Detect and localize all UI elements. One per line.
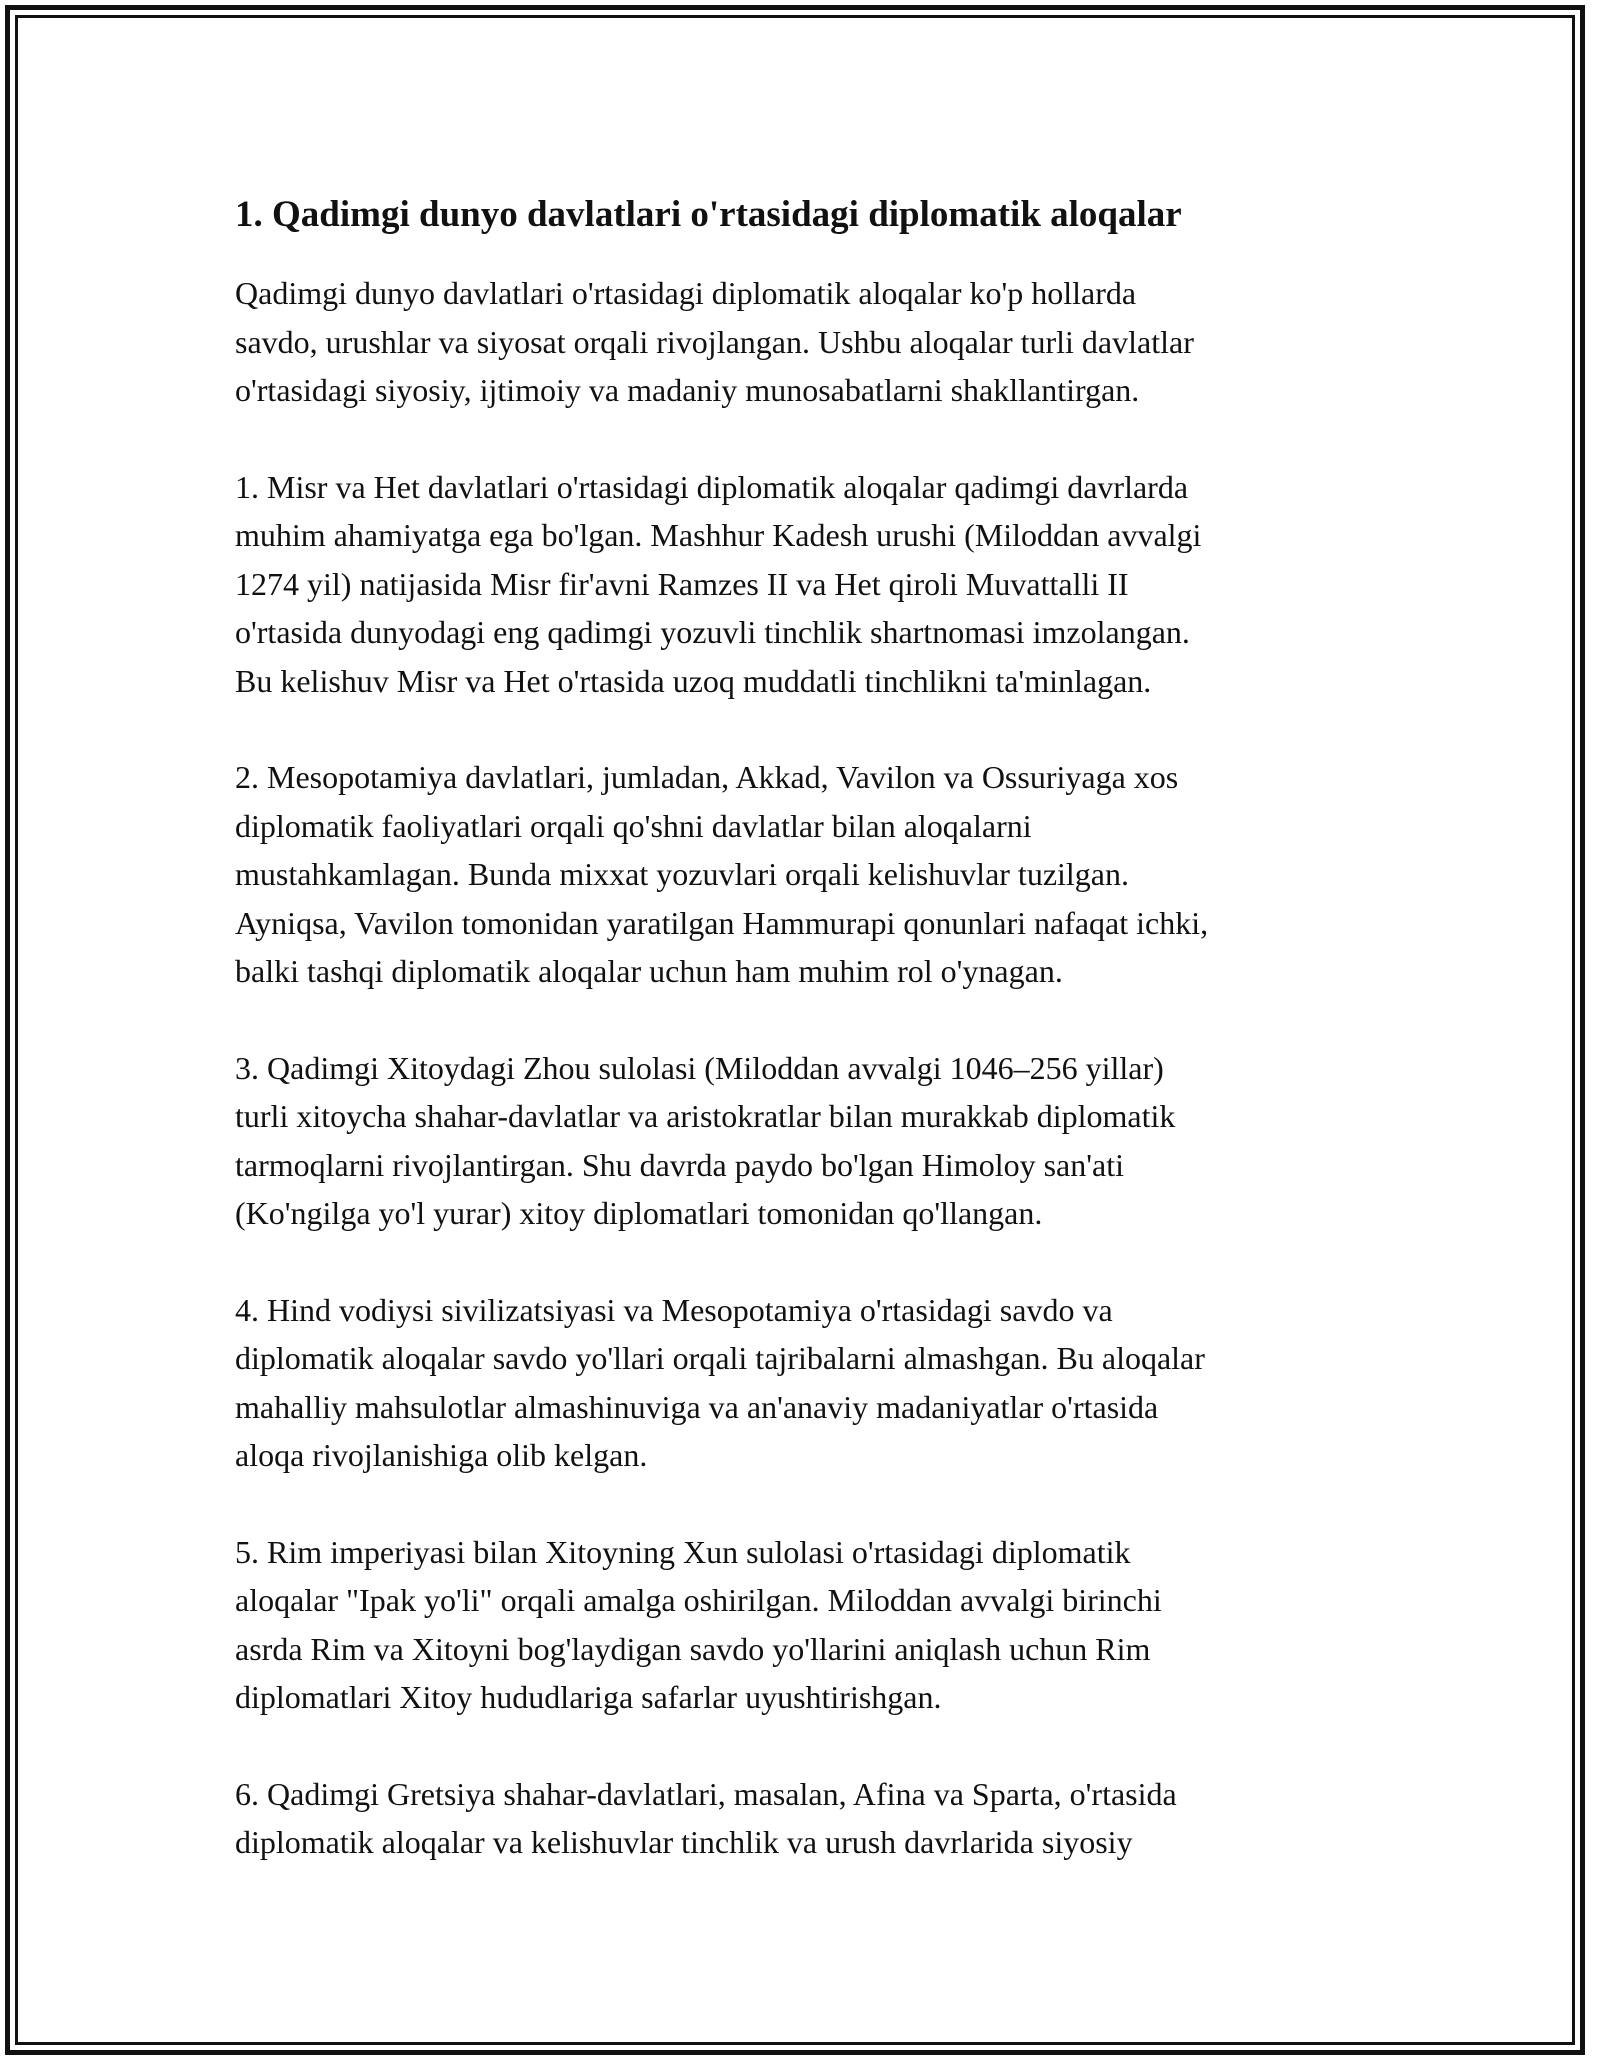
paragraph-line: 4. Hind vodiysi sivilizatsiyasi va Mesopotamiya o'rtasidagi savdo va bbox=[235, 1291, 1113, 1328]
paragraph-line: Bu kelishuv Misr va Het o'rtasida uzoq muddatli tinchlikni ta'minlagan. bbox=[235, 662, 1152, 699]
paragraph-line: 3. Qadimgi Xitoydagi Zhou sulolasi (Miloddan avvalgi 1046–256 yillar) bbox=[235, 1049, 1164, 1086]
paragraph-line: 2. Mesopotamiya davlatlari, jumladan, Akkad, Vavilon va Ossuriyaga xos bbox=[235, 759, 1179, 795]
paragraph-line: asrda Rim va Xitoyni bog'laydigan savdo yo'llarini aniqlash uchun Rim bbox=[235, 1630, 1151, 1667]
paragraph-line: o'rtasidagi siyosiy, ijtimoiy va madaniy munosabatlarni shakllantirgan. bbox=[235, 372, 1140, 408]
paragraph-line: o'rtasida dunyodagi eng qadimgi yozuvli tinchlik shartnomasi imzolangan. bbox=[235, 614, 1190, 650]
paragraph-line: mustahkamlagan. Bunda mixxat yozuvlari orqali kelishuvlar tuzilgan. bbox=[235, 856, 1129, 892]
paragraph-line: 1274 yil) natijasida Misr fir'avni Ramzes II va Het qiroli Muvattalli II bbox=[235, 565, 1129, 602]
paragraph-line: savdo, urushlar va siyosat orqali rivojlangan. Ushbu aloqalar turli davlatlar bbox=[235, 323, 1194, 360]
paragraph bbox=[235, 1770, 1380, 1867]
paragraph-line: balki tashqi diplomatik aloqalar uchun ham muhim rol o'ynagan. bbox=[235, 953, 1063, 989]
paragraph bbox=[235, 1286, 1380, 1480]
paragraph-line: diplomatik faoliyatlari orqali qo'shni davlatlar bilan aloqalarni bbox=[235, 807, 1032, 844]
paragraph-list bbox=[235, 269, 1380, 1867]
paragraph-line: mahalliy mahsulotlar almashinuviga va an'anaviy madaniyatlar o'rtasida bbox=[235, 1388, 1159, 1425]
paragraph bbox=[235, 753, 1380, 996]
paragraph-line: diplomatik aloqalar va kelishuvlar tinchlik va urush davrlarida siyosiy bbox=[235, 1824, 1133, 1860]
paragraph bbox=[235, 1044, 1380, 1238]
paragraph-line: aloqa rivojlanishiga olib kelgan. bbox=[235, 1437, 648, 1473]
paragraph-line: 6. Qadimgi Gretsiya shahar-davlatlari, masalan, Afina va Sparta, o'rtasida bbox=[235, 1775, 1177, 1812]
paragraph-line: muhim ahamiyatga ega bo'lgan. Mashhur Kadesh urushi (Miloddan avvalgi bbox=[235, 517, 1202, 553]
paragraph-line: Qadimgi dunyo davlatlari o'rtasidagi diplomatik aloqalar ko'p hollarda bbox=[235, 275, 1137, 311]
paragraph bbox=[235, 463, 1380, 706]
paragraph-line: 5. Rim imperiyasi bilan Xitoyning Xun sulolasi o'rtasidagi diplomatik bbox=[235, 1533, 1131, 1570]
paragraph-line: Ayniqsa, Vavilon tomonidan yaratilgan Hammurapi qonunlari nafaqat ichki, bbox=[235, 904, 1209, 941]
document-body bbox=[235, 185, 1380, 1915]
paragraph bbox=[235, 269, 1380, 415]
paragraph bbox=[235, 1528, 1380, 1722]
paragraph-line: 1. Misr va Het davlatlari o'rtasidagi diplomatik aloqalar qadimgi davrlarda bbox=[235, 468, 1189, 505]
paragraph-line: aloqalar "Ipak yo'li" orqali amalga oshirilgan. Miloddan avvalgi birinchi bbox=[235, 1582, 1162, 1618]
paragraph-line: diplomatlari Xitoy hududlariga safarlar uyushtirishgan. bbox=[235, 1679, 942, 1715]
document-title: 1. Qadimgi dunyo davlatlari o'rtasidagi diplomatik aloqalar bbox=[235, 194, 1182, 235]
paragraph-line: (Ko'ngilga yo'l yurar) xitoy diplomatlari tomonidan qo'llangan. bbox=[235, 1195, 1043, 1231]
paragraph-line: tarmoqlarni rivojlantirgan. Shu davrda paydo bo'lgan Himoloy san'ati bbox=[235, 1146, 1124, 1183]
paragraph-line: diplomatik aloqalar savdo yo'llari orqali tajribalarni almashgan. Bu aloqalar bbox=[235, 1340, 1205, 1376]
paragraph-line: turli xitoycha shahar-davlatlar va aristokratlar bilan murakkab diplomatik bbox=[235, 1098, 1176, 1134]
